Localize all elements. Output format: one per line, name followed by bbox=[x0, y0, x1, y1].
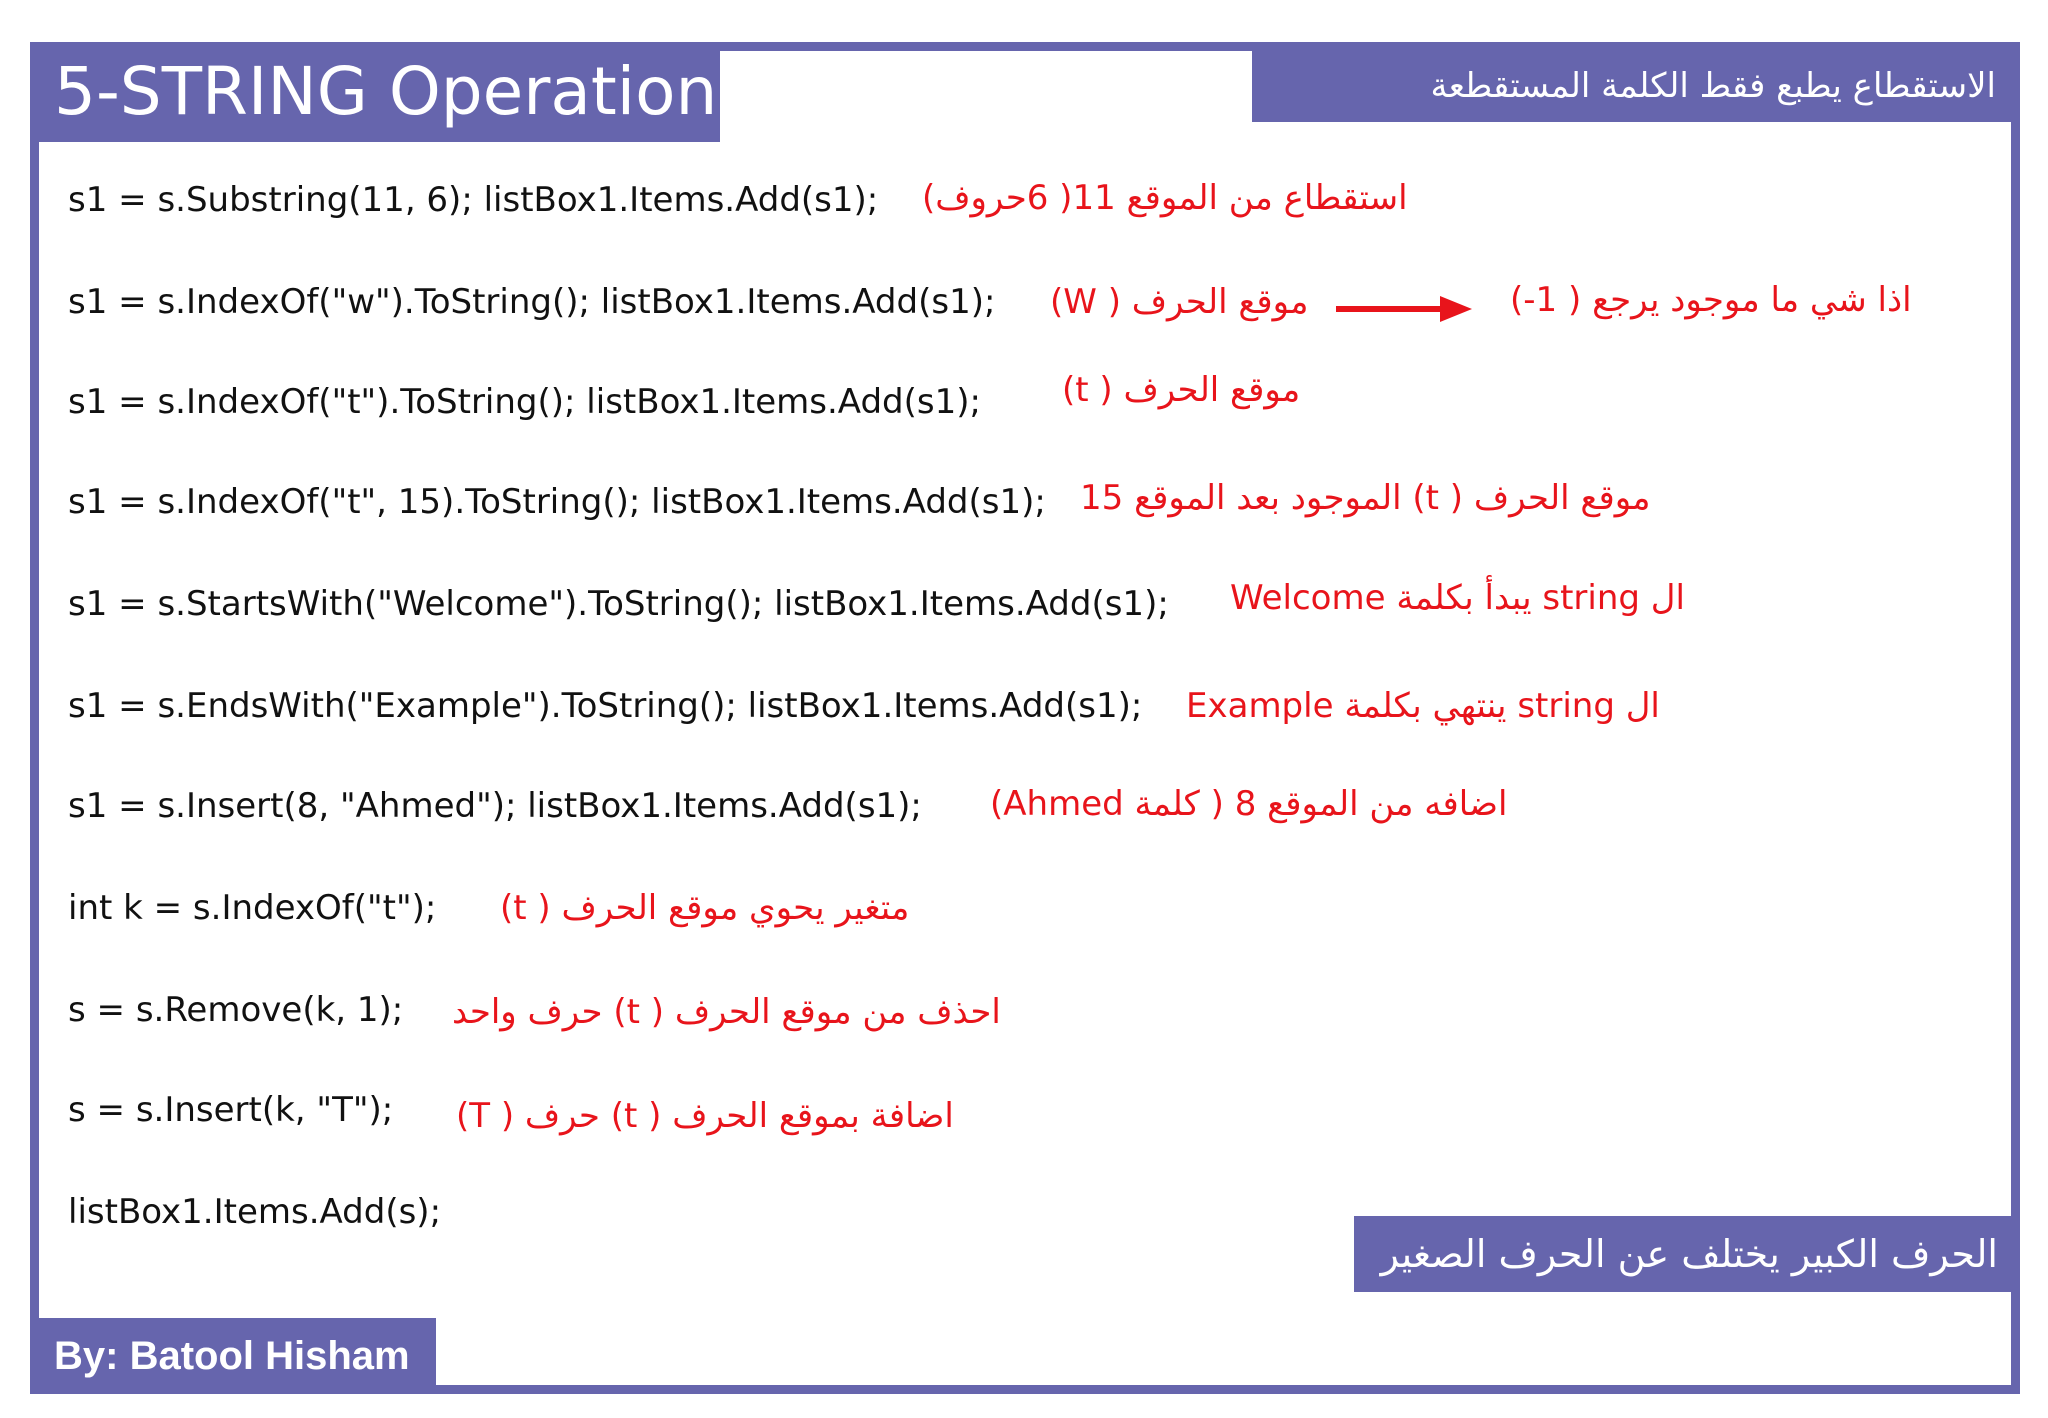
note-line-7: اضافه من الموقع 8 ( كلمة Ahmed) bbox=[990, 784, 1508, 824]
note-line-8: متغير يحوي موقع الحرف ( t) bbox=[500, 888, 910, 928]
code-line-1: s1 = s.Substring(11, 6); listBox1.Items.Add(s1); bbox=[68, 180, 879, 220]
code-line-3: s1 = s.IndexOf("t").ToString(); listBox1.Items.Add(s1); bbox=[68, 382, 981, 422]
note-line-2: موقع الحرف ( W) bbox=[1050, 282, 1309, 322]
note-line-2-extra: اذا شي ما موجود يرجع ( 1-) bbox=[1510, 280, 1912, 320]
code-line-10: s = s.Insert(k, "T"); bbox=[68, 1090, 394, 1130]
note-line-9: احذف من موقع الحرف ( t) حرف واحد bbox=[452, 992, 1001, 1032]
code-line-9: s = s.Remove(k, 1); bbox=[68, 990, 404, 1030]
note-line-10: اضافة بموقع الحرف ( t) حرف ( T) bbox=[456, 1096, 954, 1136]
code-line-6: s1 = s.EndsWith("Example").ToString(); listBox1.Items.Add(s1); bbox=[68, 686, 1143, 726]
case-sensitivity-note: الحرف الكبير يختلف عن الحرف الصغير bbox=[1354, 1216, 2020, 1292]
note-line-6: ال string ينتهي بكلمة Example bbox=[1186, 686, 1660, 726]
note-line-1: استقطاع من الموقع 11( 6حروف) bbox=[922, 178, 1408, 218]
code-line-4: s1 = s.IndexOf("t", 15).ToString(); listBox1.Items.Add(s1); bbox=[68, 482, 1046, 522]
code-line-11: listBox1.Items.Add(s); bbox=[68, 1192, 442, 1232]
slide-subtitle: الاستقطاع يطبع فقط الكلمة المستقطعة bbox=[1252, 50, 2020, 122]
author-credit: By: Batool Hisham bbox=[30, 1318, 436, 1394]
slide-title: 5-STRING Operation bbox=[30, 42, 720, 142]
note-line-5: ال string يبدأ بكلمة Welcome bbox=[1230, 578, 1685, 618]
code-line-5: s1 = s.StartsWith("Welcome").ToString(); listBox1.Items.Add(s1); bbox=[68, 584, 1169, 624]
note-line-3: موقع الحرف ( t) bbox=[1062, 370, 1301, 410]
code-line-8: int k = s.IndexOf("t"); bbox=[68, 888, 437, 928]
code-line-2: s1 = s.IndexOf("w").ToString(); listBox1.Items.Add(s1); bbox=[68, 282, 996, 322]
code-line-7: s1 = s.Insert(8, "Ahmed"); listBox1.Items.Add(s1); bbox=[68, 786, 922, 826]
right-arrow-icon bbox=[1336, 294, 1472, 324]
note-line-4: موقع الحرف ( t) الموجود بعد الموقع 15 bbox=[1080, 478, 1651, 518]
